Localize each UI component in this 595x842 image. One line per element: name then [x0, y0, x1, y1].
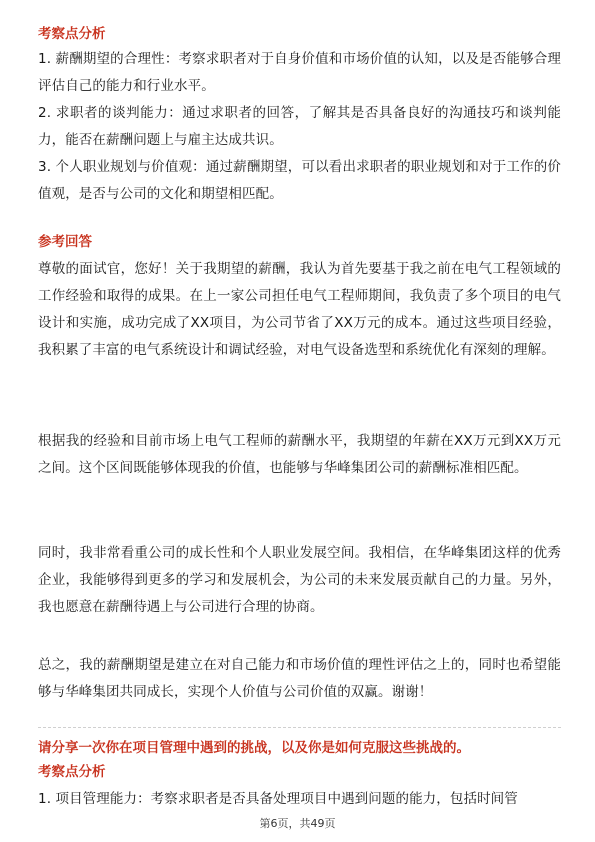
page-number: 第6页，共49页 — [259, 817, 336, 830]
analysis-point-3: 3. 个人职业规划与价值观：通过薪酬期望，可以看出求职者的职业规划和对于工作的价值观，是否与公司的文化和期望相匹配。 — [38, 159, 561, 202]
section-divider — [38, 727, 561, 728]
answer-heading: 参考回答 — [38, 234, 92, 250]
analysis-heading: 考察点分析 — [38, 26, 106, 42]
answer-paragraph-3: 同时，我非常看重公司的成长性和个人职业发展空间。我相信，在华峰集团这样的优秀企业，我能够得到更多的学习和发展机会，为公司的未来发展贡献自己的力量。另外，我也愿意在薪酬待遇上与公司进行合理的协商。 — [38, 545, 561, 615]
analysis-heading-2: 考察点分析 — [38, 764, 106, 780]
answer-paragraph-3-block — [38, 540, 561, 621]
answer-paragraph-2: 根据我的经验和目前市场上电气工程师的薪酬水平，我期望的年薪在XX万元到XX万元之间。这个区间既能够体现我的价值，也能够与华峰集团公司的薪酬标准相匹配。 — [38, 433, 561, 476]
answer-paragraph-2-block — [38, 428, 561, 482]
answer-paragraph-4: 总之，我的薪酬期望是建立在对自己能力和市场价值的理性评估之上的，同时也希望能够与华峰集团共同成长，实现个人价值与公司价值的双赢。谢谢！ — [38, 657, 561, 700]
analysis-point-1: 1. 薪酬期望的合理性：考察求职者对于自身价值和市场价值的认知，以及是否能够合理评估自己的能力和行业水平。 — [38, 51, 561, 94]
answer-paragraph-1-block — [38, 256, 561, 364]
answer-paragraph-1: 尊敬的面试官，您好！关于我期望的薪酬，我认为首先要基于我之前在电气工程领域的工作经验和取得的成果。在上一家公司担任电气工程师期间，我负责了多个项目的电气设计和实施，成功完成了XX项目，为公司节省了XX万元的成本。通过这些项目经验，我积累了丰富的电气系统设计和调试经验，对电气设备选型和系统优化有深刻的理解。 — [38, 261, 561, 358]
answer-paragraph-4-block — [38, 652, 561, 706]
analysis-points-2 — [38, 786, 561, 813]
interview-question: 请分享一次你在项目管理中遇到的挑战，以及你是如何克服这些挑战的。 — [38, 740, 470, 756]
analysis-point-2: 2. 求职者的谈判能力：通过求职者的回答，了解其是否具备良好的沟通技巧和谈判能力，能否在薪酬问题上与雇主达成共识。 — [38, 105, 561, 148]
analysis-point-2-1: 1. 项目管理能力：考察求职者是否具备处理项目中遇到问题的能力，包括时间管 — [38, 791, 518, 807]
analysis-points — [38, 46, 561, 208]
